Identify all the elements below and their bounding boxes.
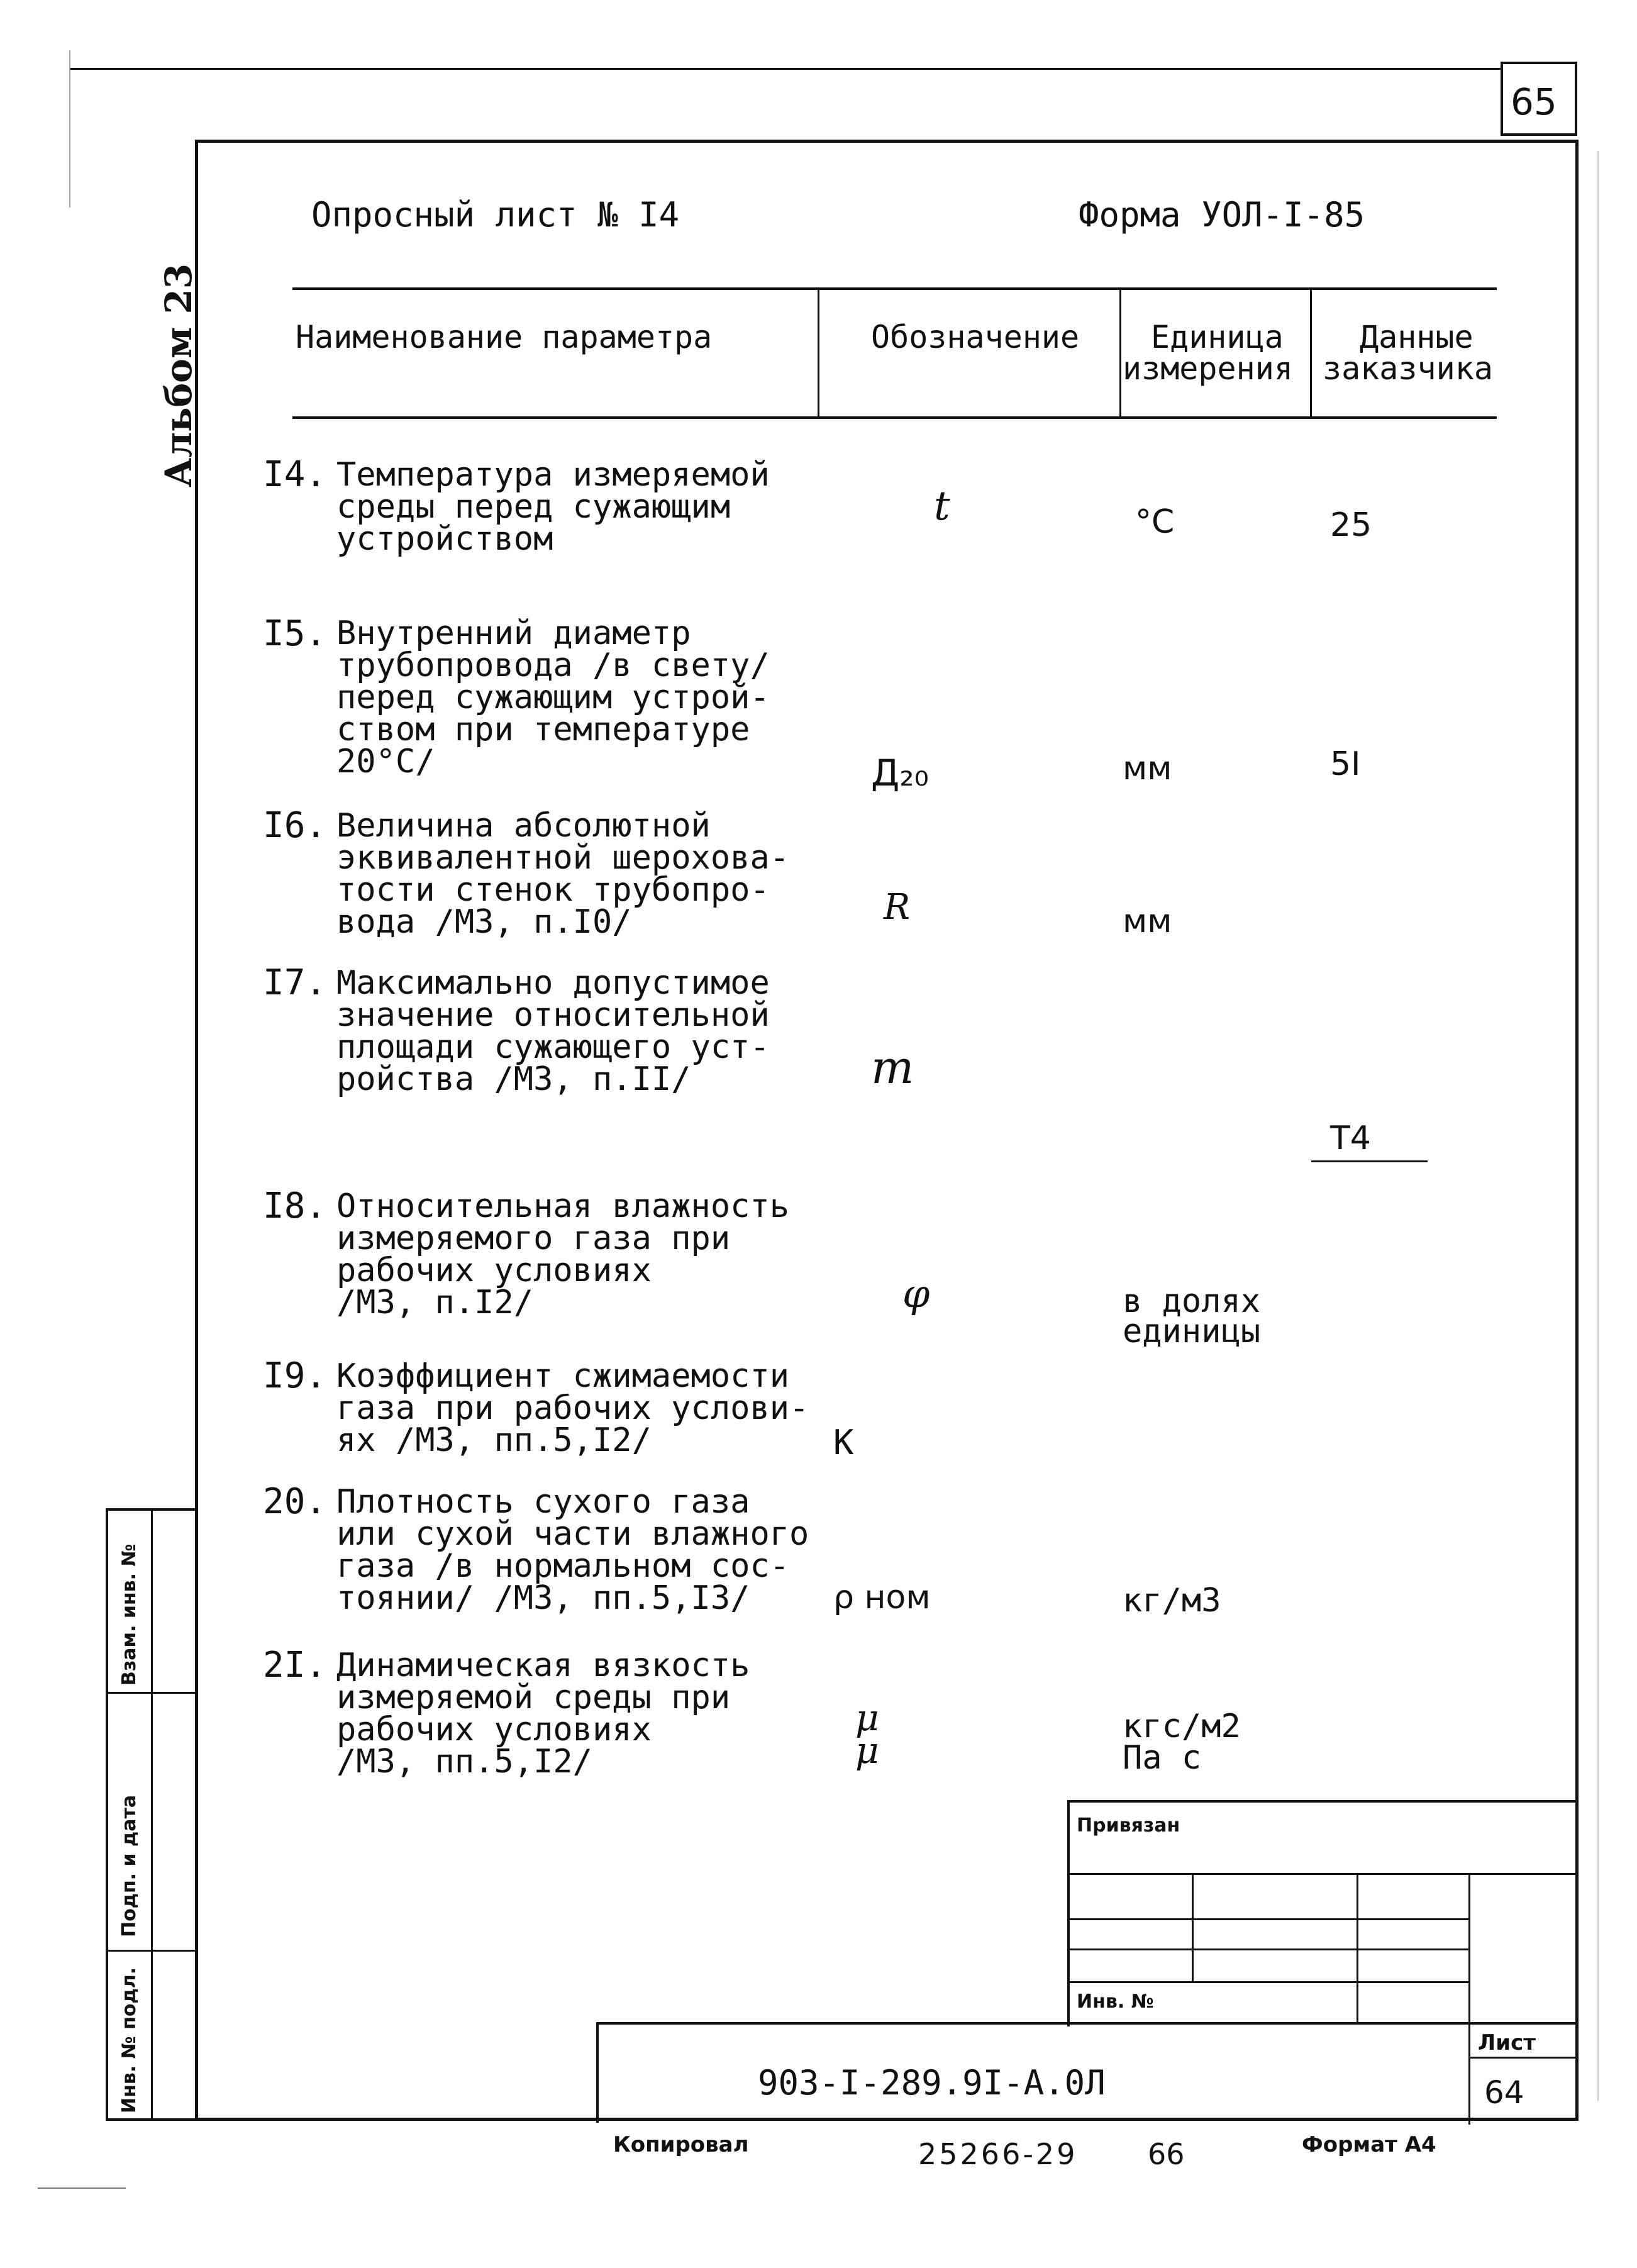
param-unit: мм <box>1123 750 1172 787</box>
col-divider-2 <box>1119 289 1121 418</box>
page-number: 65 <box>1511 81 1557 123</box>
param-symbol: m <box>871 1041 914 1094</box>
table-header-rule <box>292 416 1497 419</box>
param-symbol: ρ ном <box>833 1579 931 1616</box>
bound-label: Привязан <box>1077 1815 1180 1837</box>
top-outer-line <box>69 68 1503 70</box>
main-frame <box>195 140 1579 2121</box>
param-value: T4 <box>1330 1120 1371 1157</box>
param-text: Динамическая вязкость измеряемой среды при рабочих условиях /М3, пп.5,I2/ <box>336 1647 750 1781</box>
param-symbol: Д₂₀ <box>871 752 929 794</box>
value-underline <box>1311 1160 1428 1162</box>
sheet-label: Лист <box>1478 2030 1536 2055</box>
stamp-row-line <box>1067 1948 1470 1950</box>
param-symbol: t <box>934 483 950 530</box>
param-number: I5. <box>263 613 327 654</box>
stamp-row-line <box>1067 1873 1579 1875</box>
form-code: Форма УОЛ-I-85 <box>1079 195 1365 235</box>
param-number: I9. <box>263 1355 327 1396</box>
inv-podl-label: Инв. № подл. <box>118 1967 140 2113</box>
param-number: I7. <box>263 962 327 1003</box>
stamp-left-border <box>1067 1800 1070 2026</box>
left-edge-mark <box>69 50 70 208</box>
col-header-customer-1: Данные <box>1360 319 1473 355</box>
param-unit: кгс/м2 Па с <box>1123 1708 1241 1777</box>
title-block-top <box>596 2022 1579 2025</box>
col-divider-3 <box>1310 289 1312 418</box>
document-code: 903-I-289.9I-А.0Л <box>758 2063 1106 2103</box>
stamp-row-line <box>1067 1981 1470 1983</box>
stamp-row-line <box>1067 1918 1470 1920</box>
param-text: Внутренний диаметр трубопровода /в свету/ перед сужающим устрой- ством при температуре 20°C/ <box>336 614 770 781</box>
form-title: Опросный лист № I4 <box>311 195 680 235</box>
podp-label: Подп. и дата <box>118 1794 140 1937</box>
param-value: 25 <box>1330 506 1372 544</box>
vzam-label: Взам. инв. № <box>118 1543 140 1686</box>
copied-label: Копировал <box>613 2132 749 2157</box>
param-symbol: K <box>833 1423 854 1462</box>
stamp-top-border <box>1067 1800 1579 1803</box>
param-text: Коэффициент сжимаемости газа при рабочих услови- ях /М3, пп.5,I2/ <box>336 1357 809 1459</box>
bottom-left-mark <box>38 2187 126 2189</box>
param-text: Максимально допустимое значение относительной площади сужающего уст- ройства /М3, п.II/ <box>336 964 770 1098</box>
param-text: Плотность сухого газа или сухой части влажного газа /в нормальном сос- тоянии/ /М3, пп.5,I3/ <box>336 1483 809 1617</box>
param-symbol: R <box>884 887 911 928</box>
stamp-col-line <box>1192 1873 1194 1981</box>
param-unit: мм <box>1123 903 1172 940</box>
param-value: 5I <box>1330 745 1361 783</box>
param-symbol: μ μ <box>855 1696 879 1772</box>
col-header-customer-2: заказчика <box>1323 350 1493 387</box>
left-strip-divider <box>106 1950 197 1952</box>
col-divider-1 <box>818 289 819 418</box>
col-header-designation: Обозначение <box>871 319 1080 355</box>
sheet-number: 64 <box>1484 2074 1524 2111</box>
col-header-unit-2: измерения <box>1123 350 1293 387</box>
right-edge-mark <box>1597 151 1599 2101</box>
col-header-unit-1: Единица <box>1151 319 1284 355</box>
param-text: Температура измеряемой среды перед сужающим устройством <box>336 456 770 558</box>
footer-number: 66 <box>1148 2137 1185 2171</box>
param-number: 2I. <box>263 1645 327 1686</box>
param-text: Величина абсолютной эквивалентной шерохова- тости стенок трубопро- вода /М3, п.I0/ <box>336 807 790 941</box>
param-number: 20. <box>263 1481 327 1522</box>
left-strip-divider <box>106 1692 197 1694</box>
param-symbol: φ <box>902 1270 930 1316</box>
format-label: Формат А4 <box>1302 2132 1436 2157</box>
stamp-col-line <box>1468 1873 1470 2125</box>
sheet-divider <box>1468 2057 1579 2059</box>
param-number: I8. <box>263 1186 327 1226</box>
title-block-left <box>596 2022 599 2123</box>
inv-no-label: Инв. № <box>1077 1991 1154 2013</box>
col-header-name: Наименование параметра <box>296 319 713 355</box>
left-strip-inner-line <box>151 1508 153 2121</box>
param-text: Относительная влажность измеряемого газа при рабочих условиях /М3, п.I2/ <box>336 1187 790 1321</box>
album-label: Альбом 23 <box>157 263 200 487</box>
param-number: I6. <box>263 805 327 846</box>
table-top-rule <box>292 287 1497 290</box>
stamp-col-line <box>1357 1873 1358 2024</box>
param-unit: кг/м3 <box>1123 1582 1221 1620</box>
param-unit: °C <box>1135 503 1175 541</box>
param-number: I4. <box>263 454 327 495</box>
order-number: 25266-29 <box>918 2137 1078 2171</box>
param-unit: в долях единицы <box>1123 1282 1261 1350</box>
